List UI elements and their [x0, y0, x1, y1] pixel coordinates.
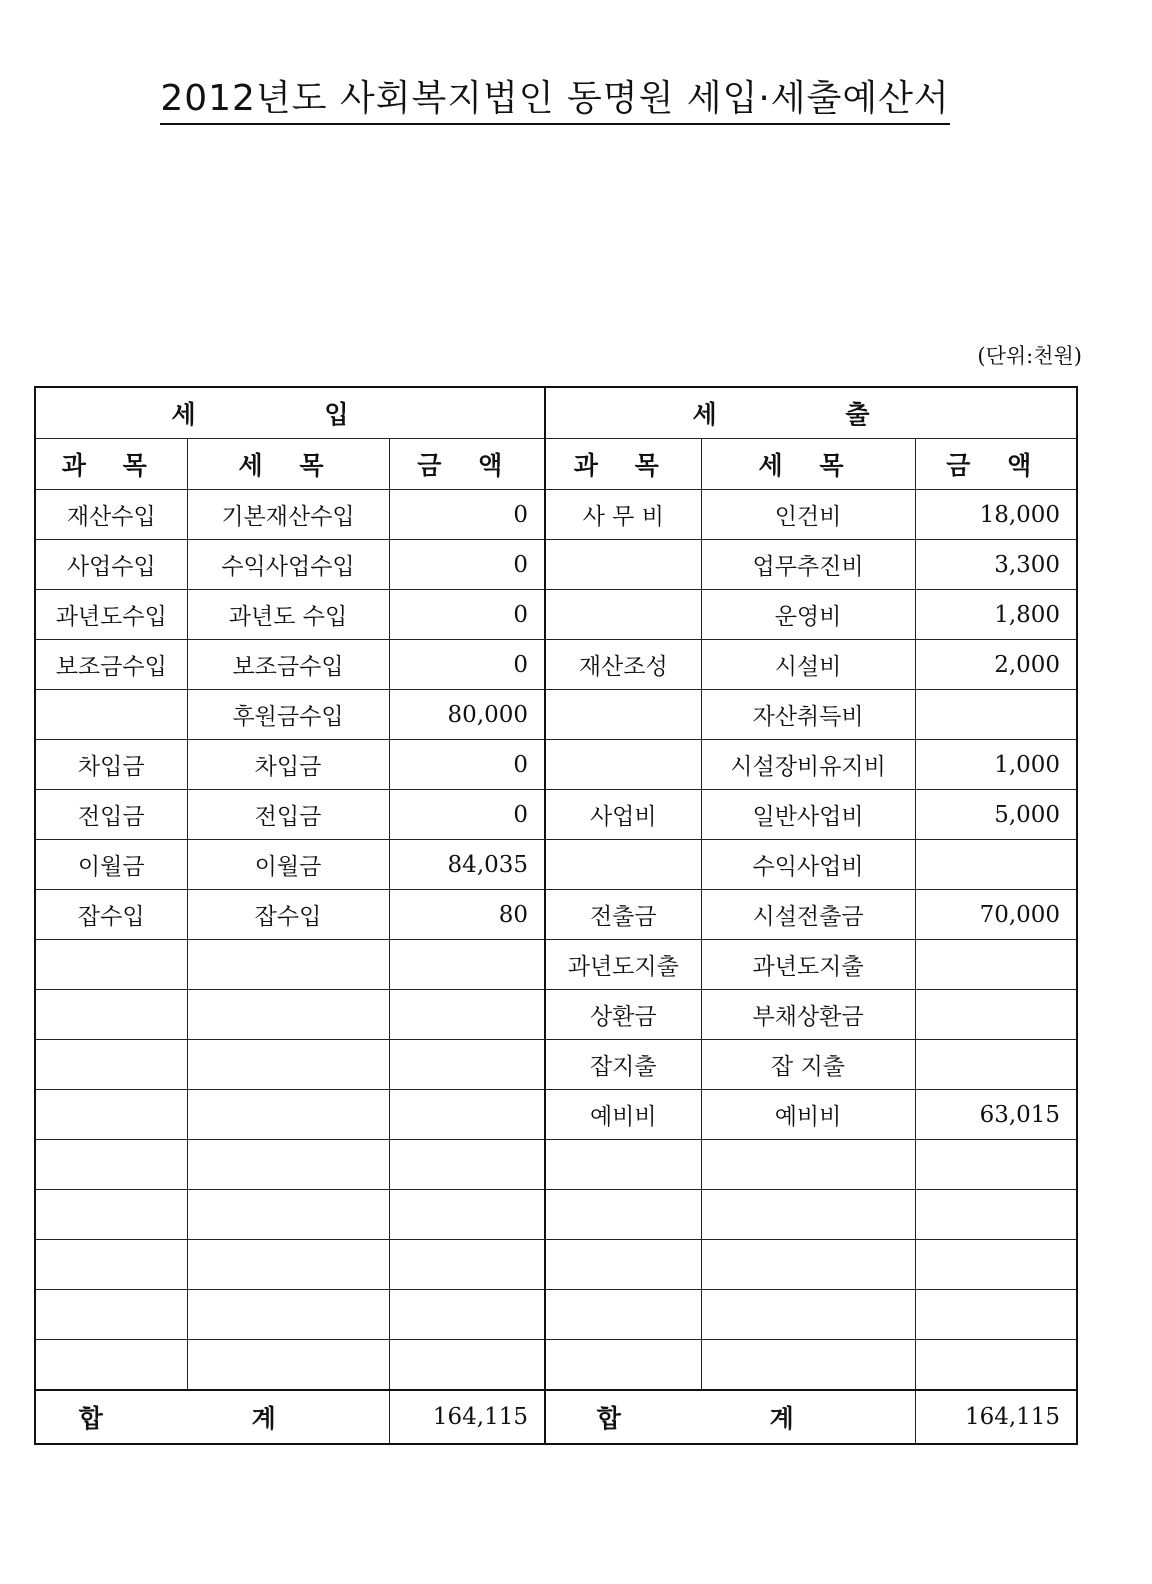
- expense-category-cell: 사업비: [545, 790, 701, 840]
- table-row: [35, 540, 1077, 590]
- income-category-cell: 전입금: [35, 790, 187, 840]
- expense-item-cell: 수익사업비: [701, 840, 915, 890]
- expense-item-cell: 잡 지출: [701, 1040, 915, 1090]
- income-category-cell: 과년도수입: [35, 590, 187, 640]
- expense-item-cell: 시설비: [701, 640, 915, 690]
- income-amount-cell: 84,035: [389, 840, 545, 890]
- expense-amount-cell: [915, 1140, 1077, 1190]
- income-item-cell: [187, 1140, 389, 1190]
- income-category-cell: [35, 1290, 187, 1340]
- income-amount-cell: 80,000: [389, 690, 545, 740]
- expense-amount-cell: [915, 840, 1077, 890]
- expense-item-cell: 운영비: [701, 590, 915, 640]
- income-item-cell: 전입금: [187, 790, 389, 840]
- table-row: [35, 1140, 1077, 1190]
- income-item-cell: 후원금수입: [187, 690, 389, 740]
- expense-category-cell: [545, 1290, 701, 1340]
- income-item-cell: 수익사업수입: [187, 540, 389, 590]
- expense-item-cell: 부채상환금: [701, 990, 915, 1040]
- expense-category-cell: [545, 1240, 701, 1290]
- income-section-header: 세 입: [35, 387, 545, 439]
- expense-amount-cell: 70,000: [915, 890, 1077, 940]
- table-row: [35, 1090, 1077, 1140]
- income-item-cell: 기본재산수입: [187, 490, 389, 540]
- expense-category-cell: [545, 690, 701, 740]
- expense-item-cell: [701, 1140, 915, 1190]
- income-item-cell: [187, 1290, 389, 1340]
- expense-amount-cell: [915, 1340, 1077, 1391]
- expense-item-cell: 업무추진비: [701, 540, 915, 590]
- table-row: [35, 840, 1077, 890]
- income-amount-cell: [389, 940, 545, 990]
- income-category-cell: [35, 1190, 187, 1240]
- expense-amount-cell: [915, 1240, 1077, 1290]
- income-amount-cell: 0: [389, 490, 545, 540]
- income-total-amount: 164,115: [389, 1390, 545, 1444]
- expense-category-cell: [545, 740, 701, 790]
- income-amount-header: 금 액: [389, 439, 545, 490]
- income-item-header: 세 목: [187, 439, 389, 490]
- document-title: [100, 70, 1010, 121]
- table-row: [35, 490, 1077, 540]
- expense-item-cell: 시설전출금: [701, 890, 915, 940]
- expense-category-cell: [545, 540, 701, 590]
- expense-amount-cell: 1,000: [915, 740, 1077, 790]
- expense-amount-cell: [915, 1290, 1077, 1340]
- table-row: [35, 740, 1077, 790]
- expense-category-cell: [545, 1140, 701, 1190]
- expense-category-cell: 과년도지출: [545, 940, 701, 990]
- expense-amount-cell: 5,000: [915, 790, 1077, 840]
- expense-amount-cell: [915, 940, 1077, 990]
- table-row: [35, 1040, 1077, 1090]
- income-item-cell: 차입금: [187, 740, 389, 790]
- income-category-cell: 보조금수입: [35, 640, 187, 690]
- income-item-cell: [187, 1340, 389, 1391]
- expense-item-cell: 시설장비유지비: [701, 740, 915, 790]
- income-item-cell: [187, 1040, 389, 1090]
- document-title-text: 2012년도 사회복지법인 동명원 세입·세출예산서: [160, 78, 949, 125]
- income-item-cell: [187, 1090, 389, 1140]
- budget-table: [34, 386, 1078, 1445]
- expense-category-cell: 상환금: [545, 990, 701, 1040]
- expense-category-cell: 잡지출: [545, 1040, 701, 1090]
- income-amount-cell: [389, 990, 545, 1040]
- expense-amount-cell: 3,300: [915, 540, 1077, 590]
- table-row: [35, 640, 1077, 690]
- expense-total-amount: 164,115: [915, 1390, 1077, 1444]
- income-category-cell: [35, 690, 187, 740]
- section-header-row: [35, 387, 1077, 439]
- income-item-cell: 이월금: [187, 840, 389, 890]
- expense-amount-cell: 2,000: [915, 640, 1077, 690]
- income-amount-cell: [389, 1240, 545, 1290]
- expense-amount-cell: 1,800: [915, 590, 1077, 640]
- income-item-cell: [187, 1190, 389, 1240]
- income-item-cell: 과년도 수입: [187, 590, 389, 640]
- income-category-cell: 잡수입: [35, 890, 187, 940]
- income-amount-cell: 0: [389, 740, 545, 790]
- income-category-cell: [35, 990, 187, 1040]
- expense-category-cell: 사 무 비: [545, 490, 701, 540]
- expense-item-cell: [701, 1290, 915, 1340]
- expense-amount-cell: [915, 1190, 1077, 1240]
- expense-amount-cell: [915, 690, 1077, 740]
- income-item-cell: [187, 1240, 389, 1290]
- expense-item-cell: 예비비: [701, 1090, 915, 1140]
- income-item-cell: 보조금수입: [187, 640, 389, 690]
- income-amount-cell: [389, 1190, 545, 1240]
- income-amount-cell: 0: [389, 540, 545, 590]
- income-item-cell: [187, 990, 389, 1040]
- expense-item-header: 세 목: [701, 439, 915, 490]
- expense-category-cell: [545, 1340, 701, 1391]
- income-amount-cell: 0: [389, 590, 545, 640]
- table-row: [35, 890, 1077, 940]
- table-row: [35, 590, 1077, 640]
- income-amount-cell: 0: [389, 640, 545, 690]
- income-category-cell: 재산수입: [35, 490, 187, 540]
- expense-amount-cell: 18,000: [915, 490, 1077, 540]
- income-category-cell: 차입금: [35, 740, 187, 790]
- expense-amount-cell: [915, 1040, 1077, 1090]
- table-row: [35, 940, 1077, 990]
- income-item-cell: 잡수입: [187, 890, 389, 940]
- table-row: [35, 790, 1077, 840]
- expense-item-cell: 인건비: [701, 490, 915, 540]
- income-category-header: 과 목: [35, 439, 187, 490]
- table-row: [35, 1190, 1077, 1240]
- income-category-cell: [35, 940, 187, 990]
- expense-amount-header: 금 액: [915, 439, 1077, 490]
- expense-amount-cell: 63,015: [915, 1090, 1077, 1140]
- income-amount-cell: [389, 1090, 545, 1140]
- total-row: [35, 1390, 1077, 1444]
- expense-category-cell: 전출금: [545, 890, 701, 940]
- income-category-cell: 사업수입: [35, 540, 187, 590]
- expense-category-cell: [545, 840, 701, 890]
- income-amount-cell: 0: [389, 790, 545, 840]
- expense-category-cell: [545, 590, 701, 640]
- unit-note: (단위:천원): [977, 344, 1082, 368]
- expense-item-cell: 일반사업비: [701, 790, 915, 840]
- income-amount-cell: [389, 1040, 545, 1090]
- table-row: [35, 1290, 1077, 1340]
- income-item-cell: [187, 940, 389, 990]
- income-category-cell: [35, 1090, 187, 1140]
- expense-item-cell: [701, 1340, 915, 1391]
- income-category-cell: [35, 1340, 187, 1391]
- income-category-cell: [35, 1040, 187, 1090]
- income-amount-cell: [389, 1140, 545, 1190]
- table-row: [35, 1340, 1077, 1391]
- column-header-row: [35, 439, 1077, 490]
- income-category-cell: [35, 1140, 187, 1190]
- expense-category-header: 과 목: [545, 439, 701, 490]
- expense-item-cell: 과년도지출: [701, 940, 915, 990]
- expense-total-label: 합 계: [545, 1390, 915, 1444]
- expense-item-cell: [701, 1190, 915, 1240]
- expense-amount-cell: [915, 990, 1077, 1040]
- budget-table-body: [35, 387, 1077, 1444]
- expense-item-cell: 자산취득비: [701, 690, 915, 740]
- expense-section-header: 세 출: [545, 387, 1077, 439]
- expense-category-cell: 재산조성: [545, 640, 701, 690]
- expense-category-cell: [545, 1190, 701, 1240]
- income-category-cell: [35, 1240, 187, 1290]
- expense-item-cell: [701, 1240, 915, 1290]
- expense-category-cell: 예비비: [545, 1090, 701, 1140]
- table-row: [35, 990, 1077, 1040]
- income-amount-cell: 80: [389, 890, 545, 940]
- income-total-label: 합 계: [35, 1390, 389, 1444]
- income-category-cell: 이월금: [35, 840, 187, 890]
- income-amount-cell: [389, 1290, 545, 1340]
- table-row: [35, 690, 1077, 740]
- table-row: [35, 1240, 1077, 1290]
- income-amount-cell: [389, 1340, 545, 1391]
